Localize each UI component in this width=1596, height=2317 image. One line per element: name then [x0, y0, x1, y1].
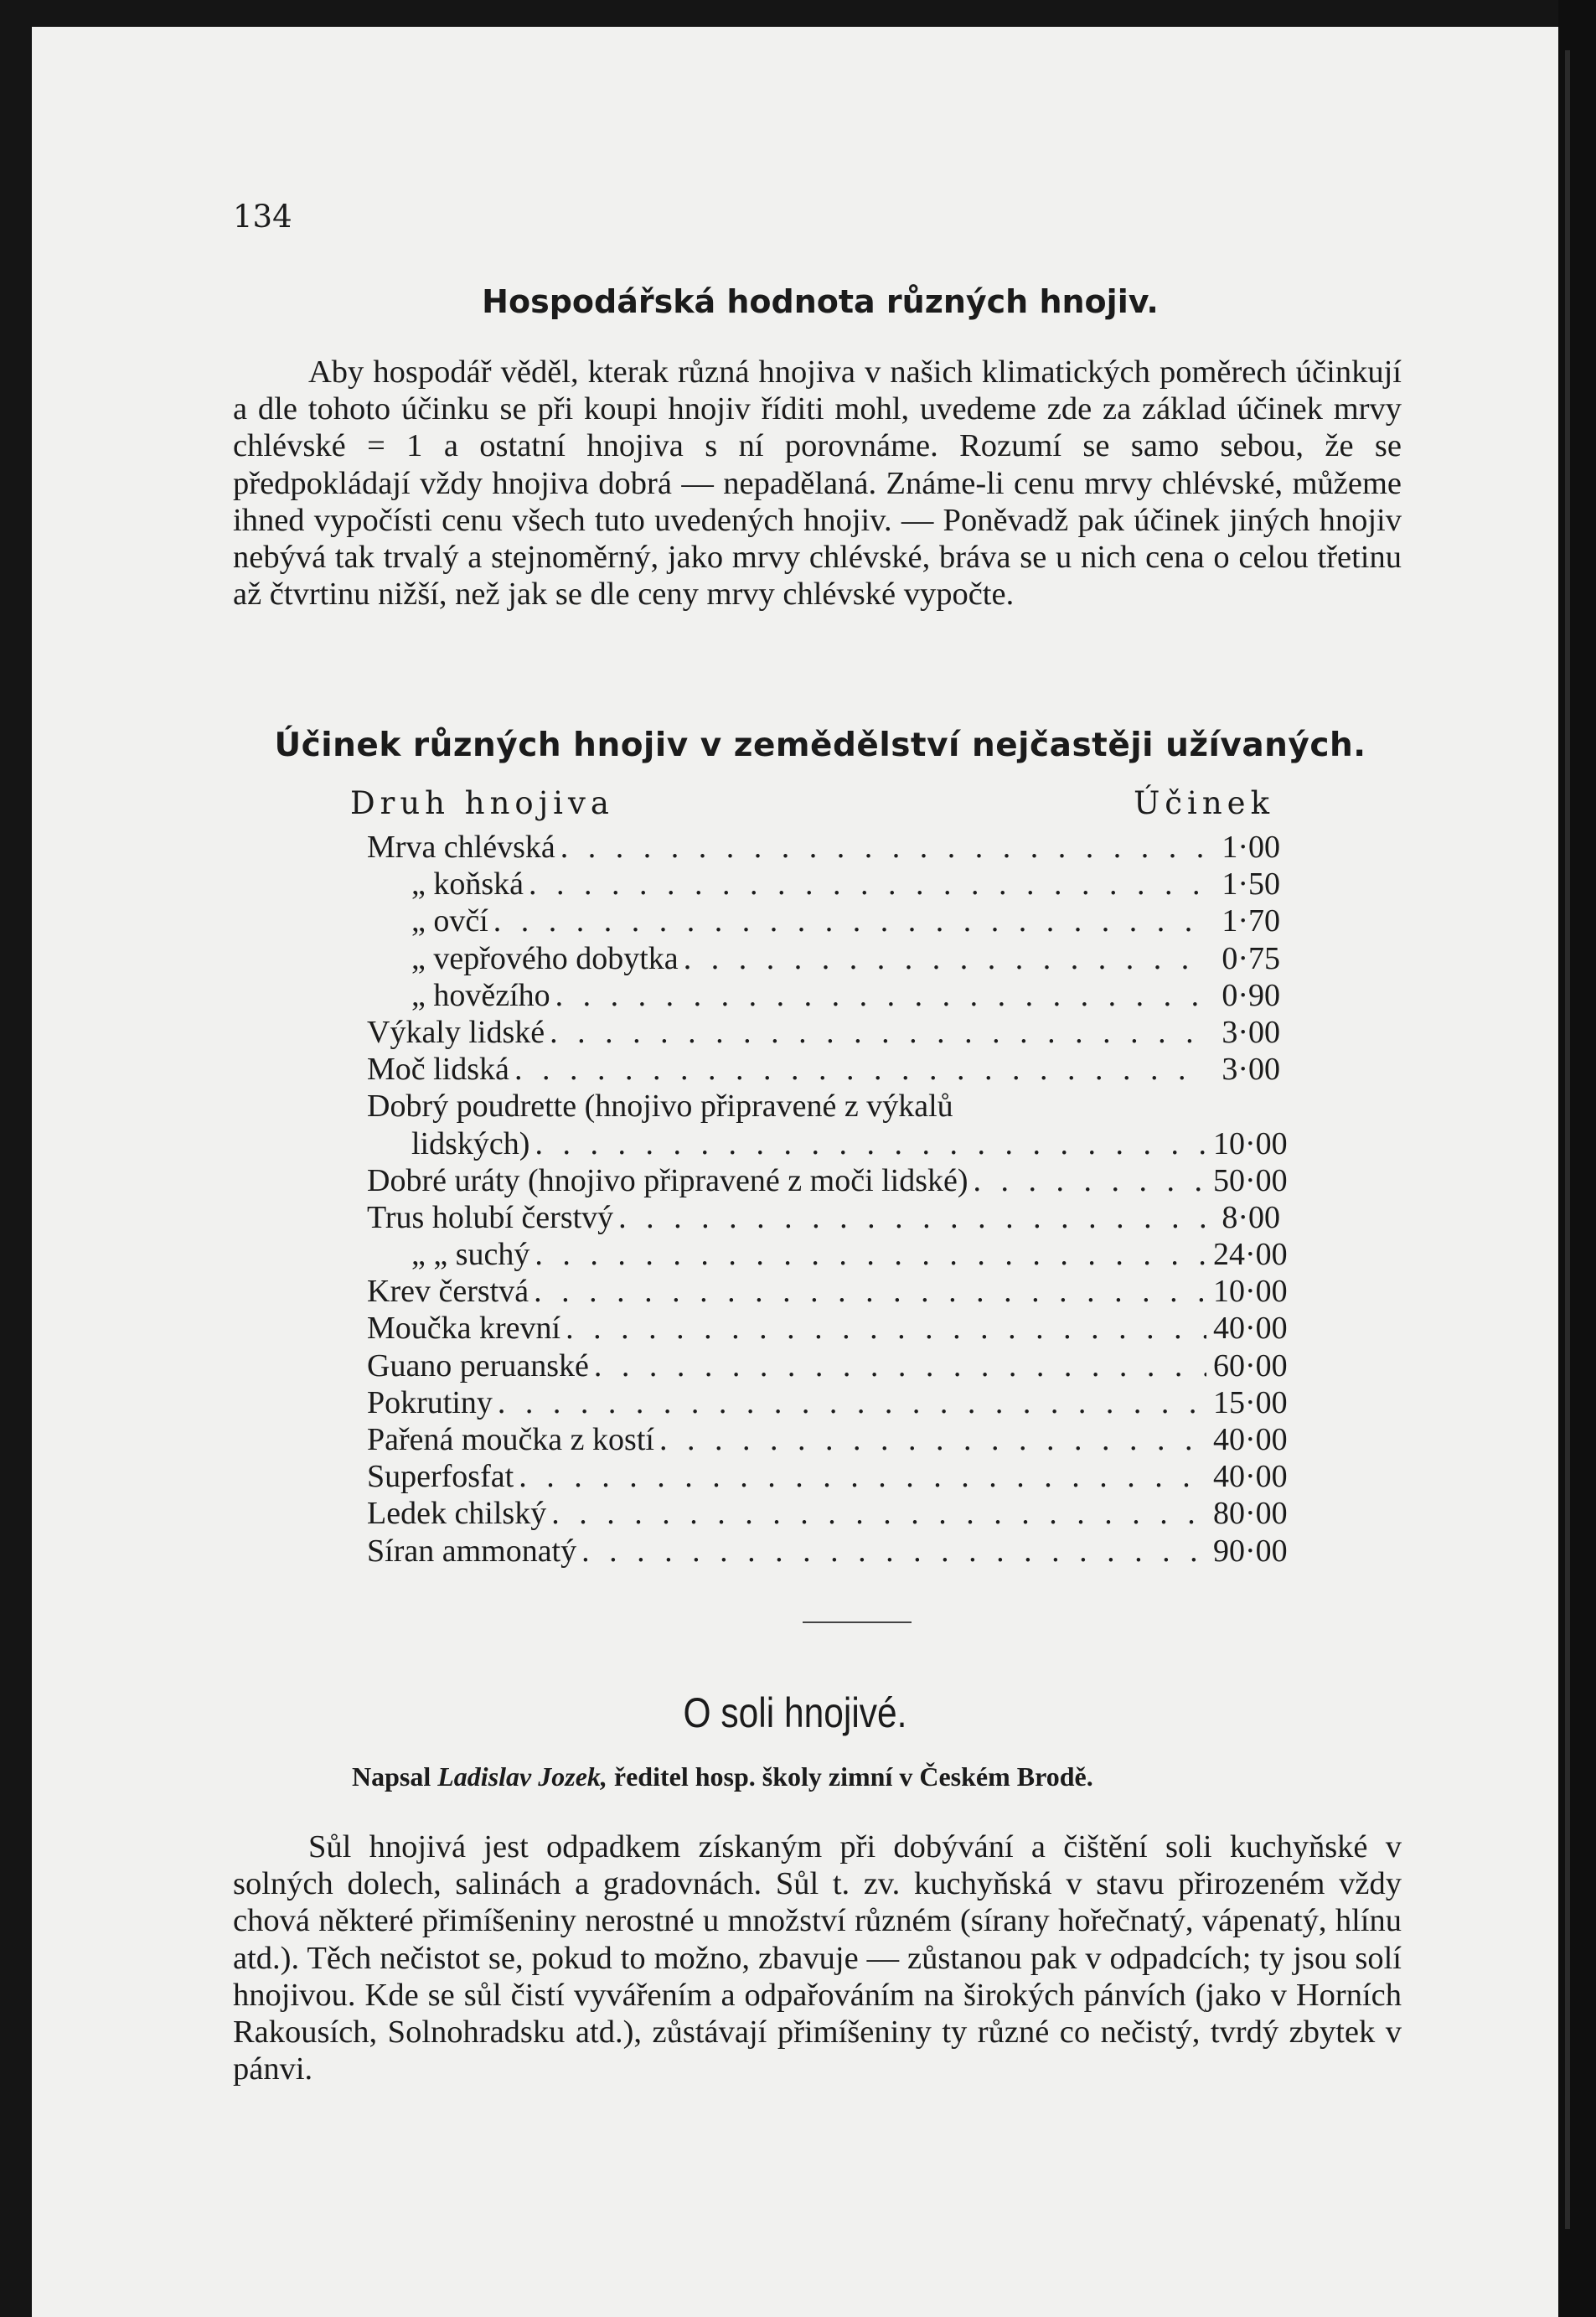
row-value: 40·00 [1213, 1311, 1288, 1347]
table-row [367, 1273, 1288, 1310]
row-name: Moč lidská [367, 1052, 509, 1088]
table-row [367, 1458, 1288, 1495]
author-prefix: Napsal [352, 1761, 431, 1792]
row-value: 10·00 [1213, 1125, 1288, 1161]
row-name: Pařená moučka z kostí [367, 1422, 654, 1457]
row-name: „ hovězího [411, 977, 550, 1013]
table-row [367, 1347, 1288, 1384]
dot-leader [566, 1310, 1206, 1347]
table-row [367, 1533, 1288, 1570]
dot-leader [555, 977, 1206, 1014]
table-row [367, 1495, 1288, 1532]
row-value: 3·00 [1222, 1052, 1280, 1088]
dot-leader [514, 1051, 1206, 1088]
row-value: 50·00 [1213, 1162, 1288, 1198]
page-number: 134 [233, 199, 292, 235]
dot-leader [594, 1347, 1206, 1384]
dot-leader [534, 1273, 1206, 1310]
row-name: Mrva chlévská [367, 830, 555, 865]
table-row [367, 1162, 1288, 1199]
table-row [367, 829, 1280, 866]
section-divider [803, 1621, 912, 1623]
table-title: Účinek různých hnojiv v zemědělství nejčastěji užívaných. [274, 727, 1366, 764]
table-row [367, 1125, 1288, 1162]
article-paragraph [233, 1828, 1402, 2087]
row-name: Dobrý poudrette (hnojivo připravené z výkalů [367, 1089, 953, 1125]
dot-leader [974, 1162, 1206, 1199]
scan-border-right [1558, 0, 1596, 2317]
book-page [32, 27, 1558, 2317]
dot-leader [493, 902, 1206, 939]
dot-leader [498, 1384, 1206, 1421]
dot-leader [535, 1125, 1206, 1162]
row-name: Guano peruanské [367, 1347, 589, 1383]
row-name: Dobré uráty (hnojivo připravené z moči lidské) [367, 1162, 968, 1198]
row-value: 40·00 [1213, 1422, 1288, 1457]
row-value: 24·00 [1213, 1237, 1288, 1273]
table-row [367, 1051, 1280, 1088]
table-row [367, 1199, 1280, 1236]
row-name: „ vepřového dobytka [411, 940, 679, 976]
dot-leader [535, 1236, 1206, 1273]
author-suffix: ředitel hosp. školy zimní v Českém Brodě. [613, 1761, 1093, 1792]
row-value: 1·50 [1222, 866, 1280, 902]
row-value: 10·00 [1213, 1274, 1288, 1310]
row-value: 40·00 [1213, 1459, 1288, 1495]
column-header-effect: Účinek [1134, 785, 1274, 821]
section-title: Hospodářská hodnota různých hnojiv. [482, 283, 1159, 320]
table-row [367, 977, 1280, 1014]
intro-paragraph [233, 354, 1402, 613]
row-value: 90·00 [1213, 1533, 1288, 1569]
table-row [367, 866, 1280, 902]
row-name: „ koňská [411, 866, 524, 902]
row-name: Síran ammonatý [367, 1533, 577, 1569]
table-header [350, 785, 1272, 829]
page-edge-line [1565, 50, 1570, 2229]
row-value: 3·00 [1222, 1014, 1280, 1050]
row-name: „ ovčí [411, 903, 488, 939]
row-value: 0·90 [1222, 977, 1280, 1013]
table-row [367, 1384, 1288, 1421]
row-value: 1·00 [1222, 830, 1280, 865]
table-row [367, 1236, 1288, 1273]
row-value: 0·75 [1222, 940, 1280, 976]
row-name: „ „ suchý [411, 1237, 530, 1273]
row-value: 80·00 [1213, 1496, 1288, 1532]
dot-leader [618, 1199, 1206, 1236]
table-row [367, 1421, 1288, 1458]
table-row [367, 1310, 1288, 1347]
dot-leader [550, 1014, 1206, 1051]
row-name: Superfosfat [367, 1459, 514, 1495]
row-name: Ledek chilský [367, 1496, 547, 1532]
dot-leader [581, 1533, 1206, 1570]
author-line [352, 1761, 1093, 1792]
dot-leader [529, 866, 1206, 902]
dot-leader [659, 1421, 1206, 1458]
row-name: Moučka krevní [367, 1311, 561, 1347]
dot-leader [684, 940, 1206, 977]
row-value: 8·00 [1222, 1199, 1280, 1235]
table-row [367, 902, 1280, 939]
table-row [367, 940, 1280, 977]
row-value: 15·00 [1213, 1384, 1288, 1420]
paragraph-text: Sůl hnojivá jest odpadkem získaným při dobývání a čištění soli kuchyňské v solných dolech, salinách a gradovnách. Sůl t. zv. kuchyňská v stavu přirozeném vždy chová některé přimíšeniny nerostné u množství různém (sírany hořečnatý, vápenatý, hlínu atd.). Těch nečistot se, pokud to možno, zbavuje — zůstanou pak v odpadcích; ty jsou solí hnojivou. Kde se sůl čistí vyvářením a odpařováním na širokých pánvích (jako v Horních Rakousích, Solnohradsku atd.), zůstávají přimíšeniny ty různé co nečistý, tvrdý zbytek v pánvi. [233, 1829, 1402, 2087]
row-name: Trus holubí čerstvý [367, 1199, 614, 1235]
dot-leader [560, 829, 1206, 866]
author-name: Ladislav Jozek, [437, 1761, 607, 1792]
article-title: O soli hnojivé. [683, 1689, 907, 1736]
dot-leader [551, 1495, 1206, 1532]
dot-leader [519, 1458, 1206, 1495]
row-name: Výkaly lidské [367, 1014, 545, 1050]
table-row [367, 1088, 1280, 1125]
row-name: lidských) [411, 1125, 530, 1161]
fertilizer-table [350, 785, 1288, 1570]
table-row [367, 1014, 1280, 1051]
row-name: Krev čerstvá [367, 1274, 529, 1310]
row-name: Pokrutiny [367, 1384, 493, 1420]
row-value: 60·00 [1213, 1347, 1288, 1383]
row-value: 1·70 [1222, 903, 1280, 939]
column-header-kind: Druh hnojiva [350, 785, 614, 821]
paragraph-text: Aby hospodář věděl, kterak různá hnojiva v našich klimatických poměrech účinkují a dle tohoto účinku se při koupi hnojiv říditi mohl, uvedeme zde za základ účinek mrvy chlévské = 1 a ostatní hnojiva s ní porovnáme. Rozumí se samo sebou, že se předpokládají vždy hnojiva dobrá — nepadělaná. Známe-li cenu mrvy chlévské, můžeme ihned vypočísti cenu všech tuto uvedených hnojiv. — Poněvadž pak účinek jiných hnojiv nebývá tak trvalý a stejnoměrný, jako mrvy chlévské, bráva se u nich cena o celou třetinu až čtvrtinu nižší, než jak se dle ceny mrvy chlévské vypočte. [233, 354, 1402, 613]
